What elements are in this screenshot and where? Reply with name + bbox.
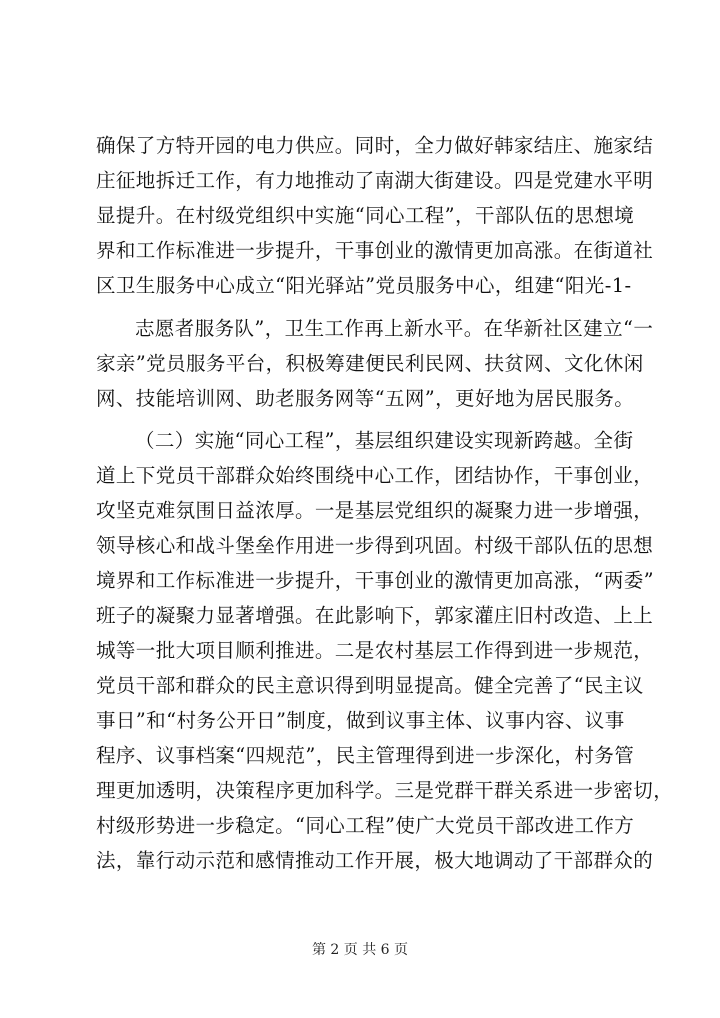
paragraph-line: 道上下党员干部群众始终围绕中心工作，团结协作，干事创业， (96, 464, 654, 487)
paragraph-line: 境界和工作标准进一步提升，干事创业的激情更加高涨，“两委” (96, 569, 655, 592)
paragraph-line: 攻坚克难氛围日益浓厚。一是基层党组织的凝聚力进一步增强， (96, 499, 654, 522)
page-number-footer: 第 2 页 共 6 页 (311, 942, 409, 958)
paragraph-line: 界和工作标准进一步提升，干事创业的激情更加高涨。在街道社 (96, 239, 654, 262)
paragraph-line: 网、技能培训网、助老服务网等“五网”，更好地为居民服务。 (96, 387, 635, 410)
paragraph-line: 家亲”党员服务平台，积极筹建便民利民网、扶贫网、文化休闲 (96, 352, 644, 375)
paragraph-line: 党员干部和群众的民主意识得到明显提高。健全完善了“民主议 (96, 674, 644, 697)
paragraph-line: 志愿者服务队”，卫生工作再上新水平。在华新社区建立“一 (135, 317, 654, 340)
paragraph-line: 程序、议事档案“四规范”，民主管理得到进一步深化，村务管 (96, 744, 635, 767)
paragraph-line: （二）实施“同心工程”，基层组织建设实现新跨越。全街 (135, 429, 634, 452)
paragraph-line: 领导核心和战斗堡垒作用进一步得到巩固。村级干部队伍的思想 (96, 534, 654, 557)
paragraph-line: 法，靠行动示范和感情推动工作开展，极大地调动了干部群众的 (96, 849, 654, 872)
paragraph-line: 理更加透明，决策程序更加科学。三是党群干群关系进一步密切， (96, 779, 674, 802)
paragraph-line: 区卫生服务中心成立“阳光驿站”党员服务中心，组建“阳光-1- (96, 274, 632, 297)
paragraph-line: 事日”和“村务公开日”制度，做到议事主体、议事内容、议事 (96, 709, 625, 732)
paragraph-line: 班子的凝聚力显著增强。在此影响下，郭家灌庄旧村改造、上上 (96, 604, 654, 627)
paragraph-line: 确保了方特开园的电力供应。同时，全力做好韩家结庄、施家结 (96, 134, 654, 157)
paragraph-line: 村级形势进一步稳定。“同心工程”使广大党员干部改进工作方 (96, 814, 635, 837)
paragraph-line: 庄征地拆迁工作，有力地推动了南湖大街建设。四是党建水平明 (96, 169, 654, 192)
paragraph-line: 显提升。在村级党组织中实施“同心工程”，干部队伍的思想境 (96, 204, 635, 227)
paragraph-line: 城等一批大项目顺利推进。二是农村基层工作得到进一步规范， (96, 639, 654, 662)
